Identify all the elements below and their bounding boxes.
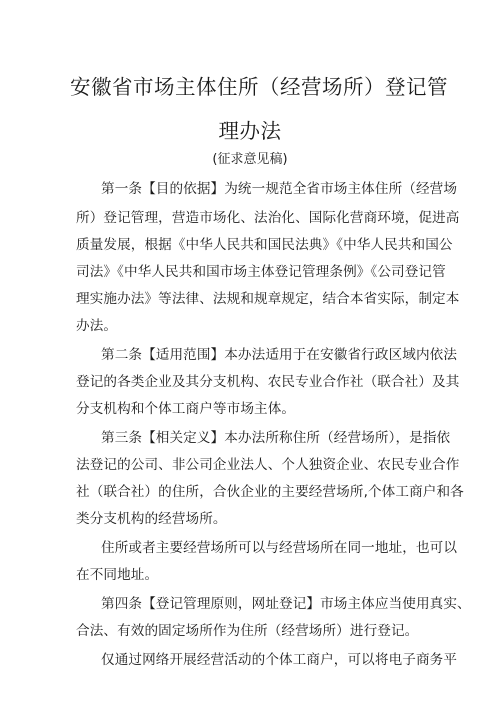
paragraph-line: 在不同地址。 <box>76 567 159 583</box>
paragraph-line: 第一条【目的依据】为统一规范全省市场主体住所（经营场 <box>101 181 458 197</box>
paragraph-line: 社（联合社）的住所，合伙企业的主要经营场所,个体工商户和各 <box>76 484 464 500</box>
paragraph-line: 司法》《中华人民共和国市场主体登记管理条例》《公司登记管 <box>76 264 446 280</box>
paragraph-line: 法登记的公司、非公司企业法人、个人独资企业、农民专业合作 <box>76 457 460 473</box>
document-title-line-1: 安徽省市场主体住所（经营场所）登记管 <box>70 75 448 99</box>
paragraph-line: 所）登记管理，营造市场化、法治化、国际化营商环境，促进高 <box>76 210 460 226</box>
paragraph-line: 质量发展，根据《中华人民共和国民法典》《中华人民共和国公 <box>76 237 453 253</box>
paragraph-line: 办法。 <box>76 318 118 334</box>
paragraph-line: 仅通过网络开展经营活动的个体工商户，可以将电子商务平 <box>101 652 458 668</box>
paragraph-line: 登记的各类企业及其分支机构、农民专业合作社（联合社）及其 <box>76 374 460 390</box>
paragraph-line: 分支机构和个体工商户等市场主体。 <box>76 401 296 417</box>
paragraph-line: 合法、有效的固定场所作为住所（经营场所）进行登记。 <box>76 623 419 639</box>
document-subtitle: (征求意见稿) <box>212 152 288 167</box>
paragraph-line: 第三条【相关定义】本办法所称住所（经营场所），是指依 <box>101 430 451 446</box>
paragraph-line: 第四条【登记管理原则，网址登记】市场主体应当使用真实、 <box>101 596 471 612</box>
paragraph-line: 类分支机构的经营场所。 <box>76 511 227 527</box>
paragraph-line: 住所或者主要经营场所可以与经营场所在同一地址，也可以 <box>101 540 458 556</box>
paragraph-line: 理实施办法》等法律、法规和规章规定，结合本省实际，制定本 <box>76 291 460 307</box>
paragraph-line: 第二条【适用范围】本办法适用于在安徽省行政区域内依法 <box>101 347 458 363</box>
document-title-line-2: 理办法 <box>218 119 282 143</box>
